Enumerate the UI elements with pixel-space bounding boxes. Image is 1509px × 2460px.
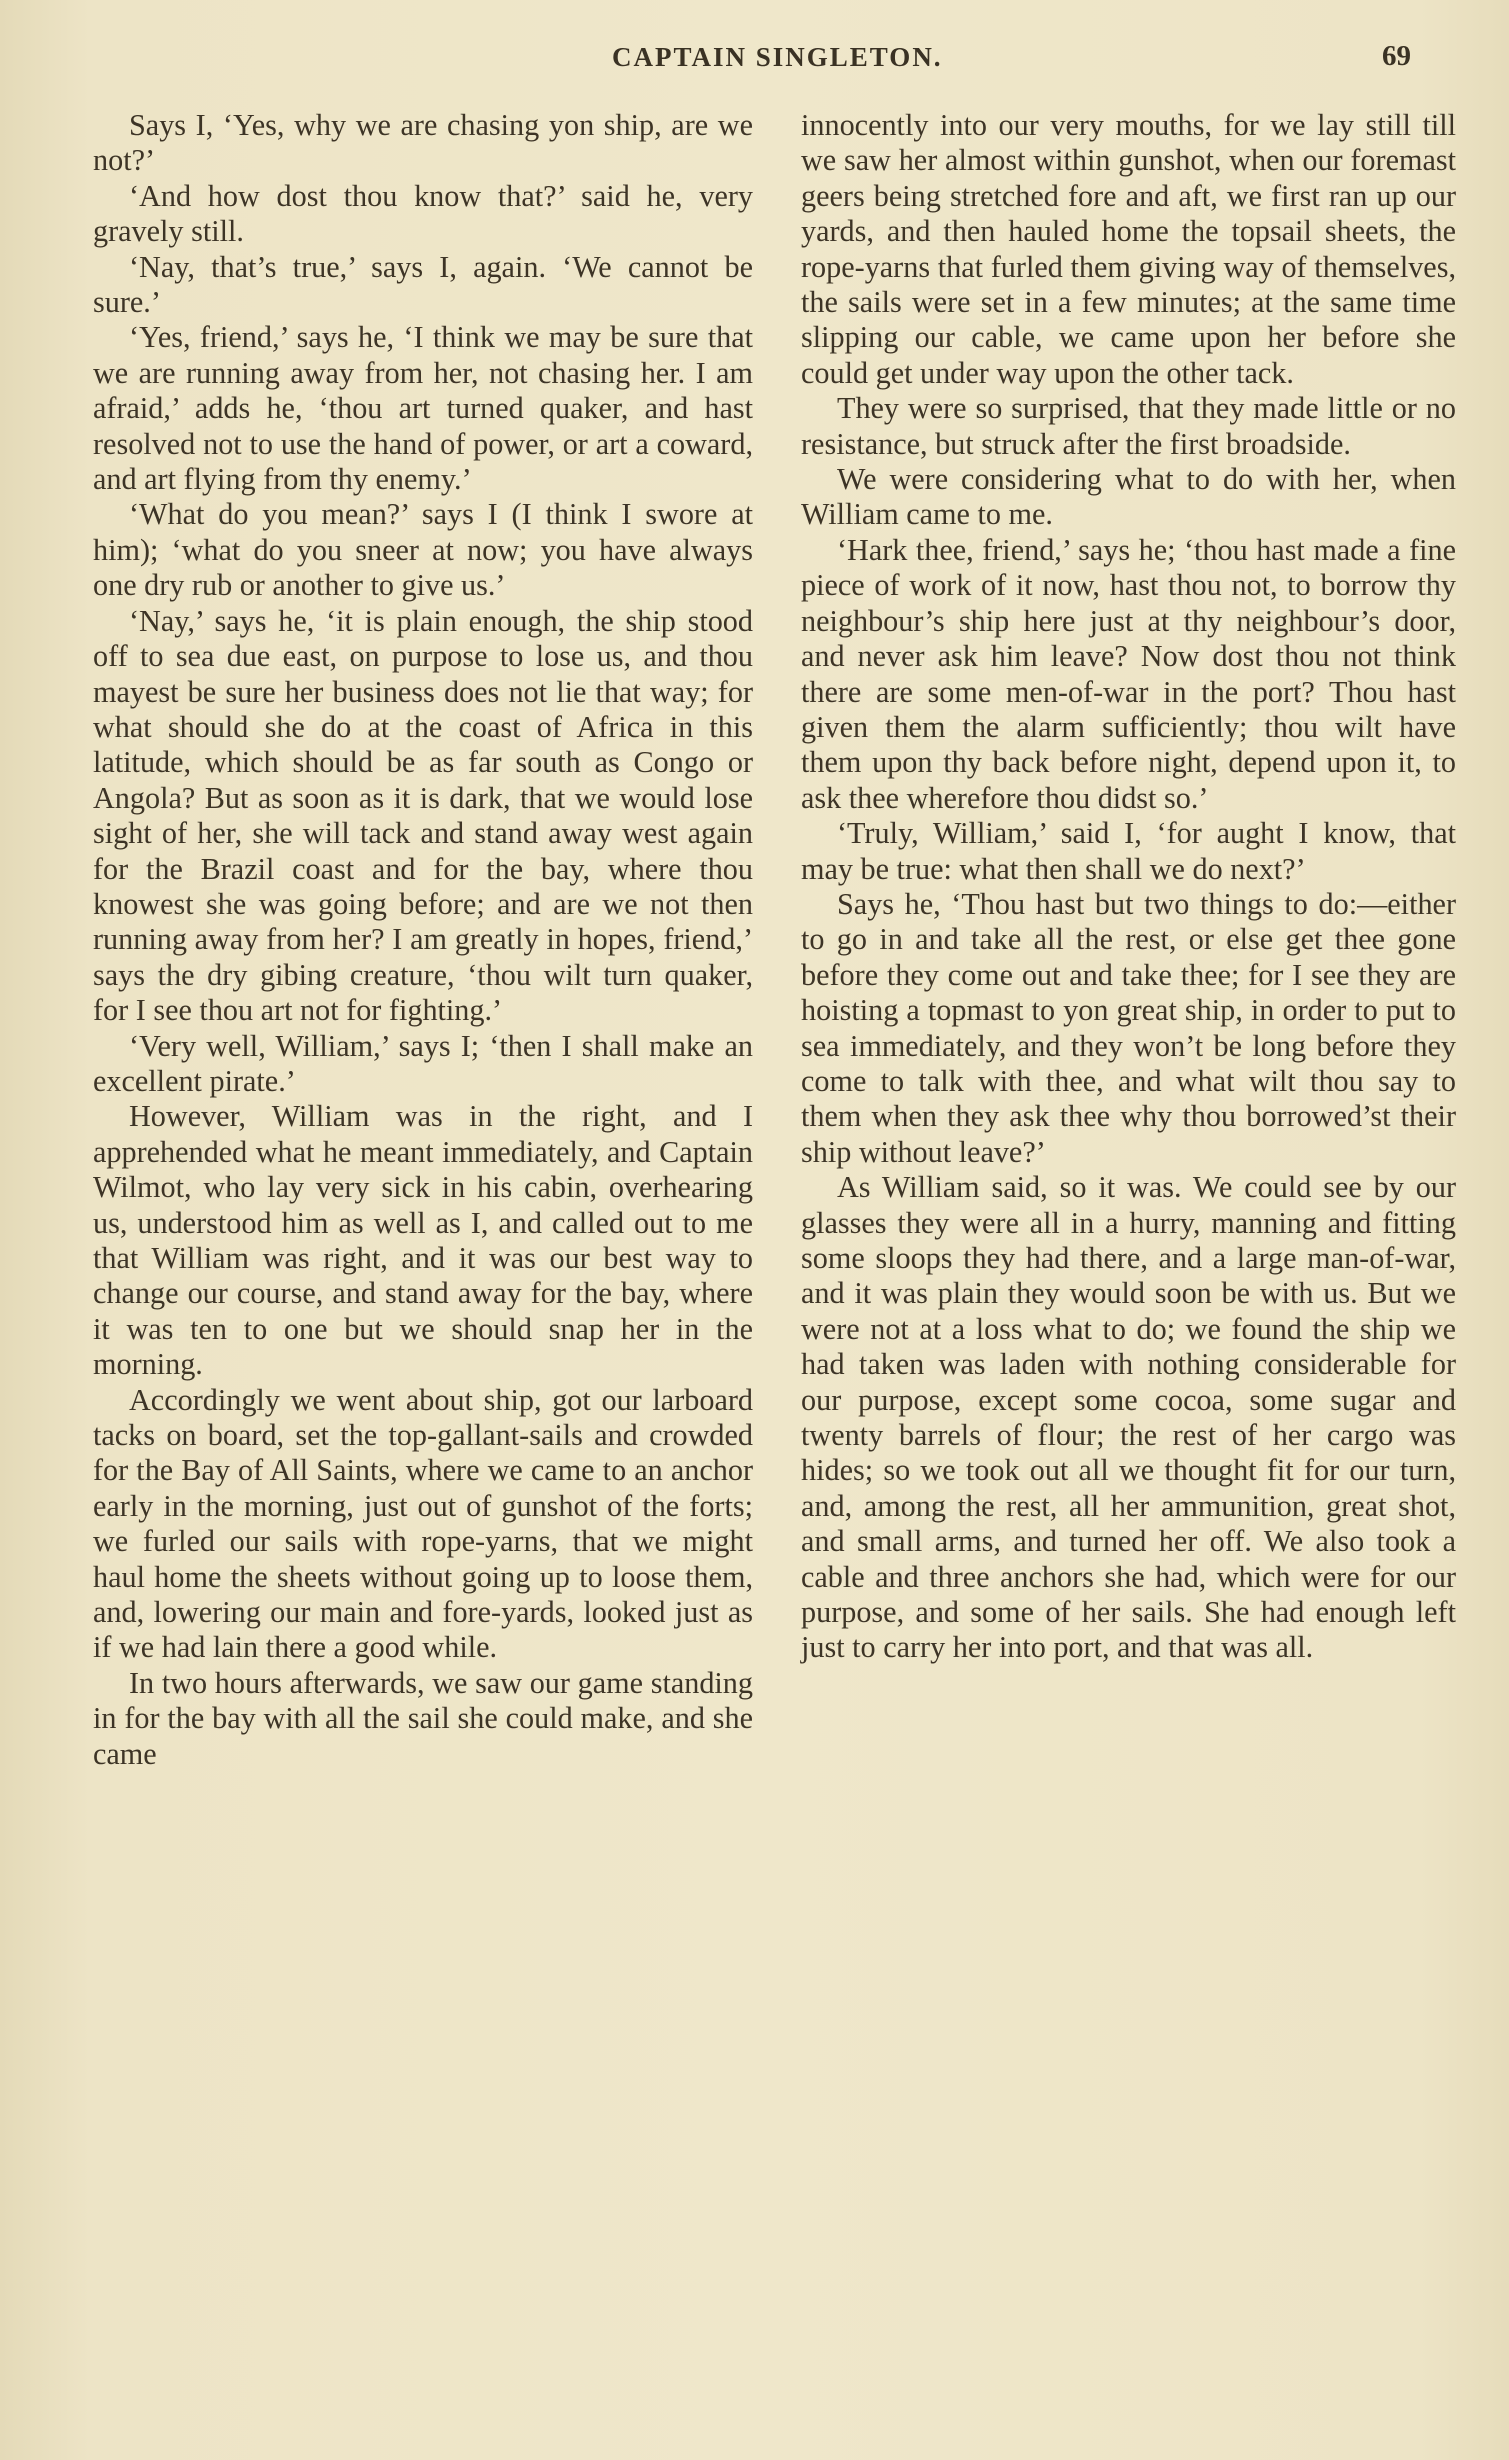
paragraph: Says I, ‘Yes, why we are chasing yon ship, are we not?’ (93, 108, 753, 178)
paragraph-continuation: innocently into our very mouths, for we lay still till we saw her almost within gunshot, when our foremast geers being stretched fore and aft, we first ran up our yards, and then hauled home the topsail sheets, the rope-yarns that furled them giving way of themselves, the sails were set in a few minutes; at the same time slipping our cable, we came upon her before she could get under way upon the other tack. (801, 108, 1456, 390)
paragraph: However, William was in the right, and I apprehended what he meant immediately, and Captain Wilmot, who lay very sick in his cabin, overhearing us, understood him as well as I, and called out to me that William was right, and it was our best way to change our course, and stand away for the bay, where it was ten to one but we should snap her in the morning. (93, 1099, 753, 1382)
paragraph: ‘What do you mean?’ says I (I think I swore at him); ‘what do you sneer at now; you have always one dry rub or another to give us.’ (93, 497, 753, 603)
page-number: 69 (1382, 40, 1411, 72)
running-title: CAPTAIN SINGLETON. (612, 42, 943, 72)
running-head (0, 42, 1509, 82)
paragraph: Accordingly we went about ship, got our larboard tacks on board, set the top-gallant-sails and crowded for the Bay of All Saints, where we came to an anchor early in the morning, just out of gunshot of the forts; we furled our sails with rope-yarns, that we might haul home the sheets without going up to loose them, and, lowering our main and fore-yards, looked just as if we had lain there a good while. (93, 1382, 753, 1665)
left-column (93, 108, 753, 1772)
paragraph: As William said, so it was. We could see by our glasses they were all in a hurry, manning and fitting some sloops they had there, and a large man-of-war, and it was plain they would soon be with us. But we were not at a loss what to do; we found the ship we had taken was laden with nothing considerable for our purpose, except some cocoa, some sugar and twenty barrels of flour; the rest of her cargo was hides; so we took out all we thought fit for our turn, and, among the rest, all her ammunition, great shot, and small arms, and turned her off. We also took a cable and three anchors she had, which were for our purpose, and some of her sails. She had enough left just to carry her into port, and that was all. (801, 1170, 1456, 1665)
right-column (801, 108, 1456, 1666)
paragraph: They were so surprised, that they made little or no resistance, but struck after the first broadside. (801, 391, 1456, 461)
paragraph: ‘Very well, William,’ says I; ‘then I shall make an excellent pirate.’ (93, 1028, 753, 1098)
paragraph: ‘Truly, William,’ said I, ‘for aught I know, that may be true: what then shall we do next?’ (801, 816, 1456, 886)
paragraph: ‘Yes, friend,’ says he, ‘I think we may be sure that we are running away from her, not chasing her. I am afraid,’ adds he, ‘thou art turned quaker, and hast resolved not to use the hand of power, or art a coward, and art flying from thy enemy.’ (93, 320, 753, 497)
paragraph: In two hours afterwards, we saw our game standing in for the bay with all the sail she could make, and she came (93, 1665, 753, 1771)
paragraph: ‘Nay,’ says he, ‘it is plain enough, the ship stood off to sea due east, on purpose to lose us, and thou mayest be sure her business does not lie that way; for what should she do at the coast of Africa in this latitude, which should be as far south as Congo or Angola? But as soon as it is dark, that we would lose sight of her, she will tack and stand away west again for the Brazil coast and for the bay, where thou knowest she was going before; and are we not then running away from her? I am greatly in hopes, friend,’ says the dry gibing creature, ‘thou wilt turn quaker, for I see thou art not for fighting.’ (93, 603, 753, 1028)
paragraph: We were considering what to do with her, when William came to me. (801, 462, 1456, 532)
paragraph: ‘Hark thee, friend,’ says he; ‘thou hast made a fine piece of work of it now, hast thou not, to borrow thy neighbour’s ship here just at thy neighbour’s door, and never ask him leave? Now dost thou not think there are some men-of-war in the port? Thou hast given them the alarm sufficiently; thou wilt have them upon thy back before night, depend upon it, to ask thee wherefore thou didst so.’ (801, 532, 1456, 815)
paragraph: Says he, ‘Thou hast but two things to do:—either to go in and take all the rest, or else get thee gone before they come out and take thee; for I see they are hoisting a topmast to yon great ship, in order to put to sea immediately, and they won’t be long before they come to talk with thee, and what wilt thou say to them when they ask thee why thou borrowed’st their ship without leave?’ (801, 886, 1456, 1169)
paragraph: ‘Nay, that’s true,’ says I, again. ‘We cannot be sure.’ (93, 249, 753, 320)
paragraph: ‘And how dost thou know that?’ said he, very gravely still. (93, 178, 753, 249)
